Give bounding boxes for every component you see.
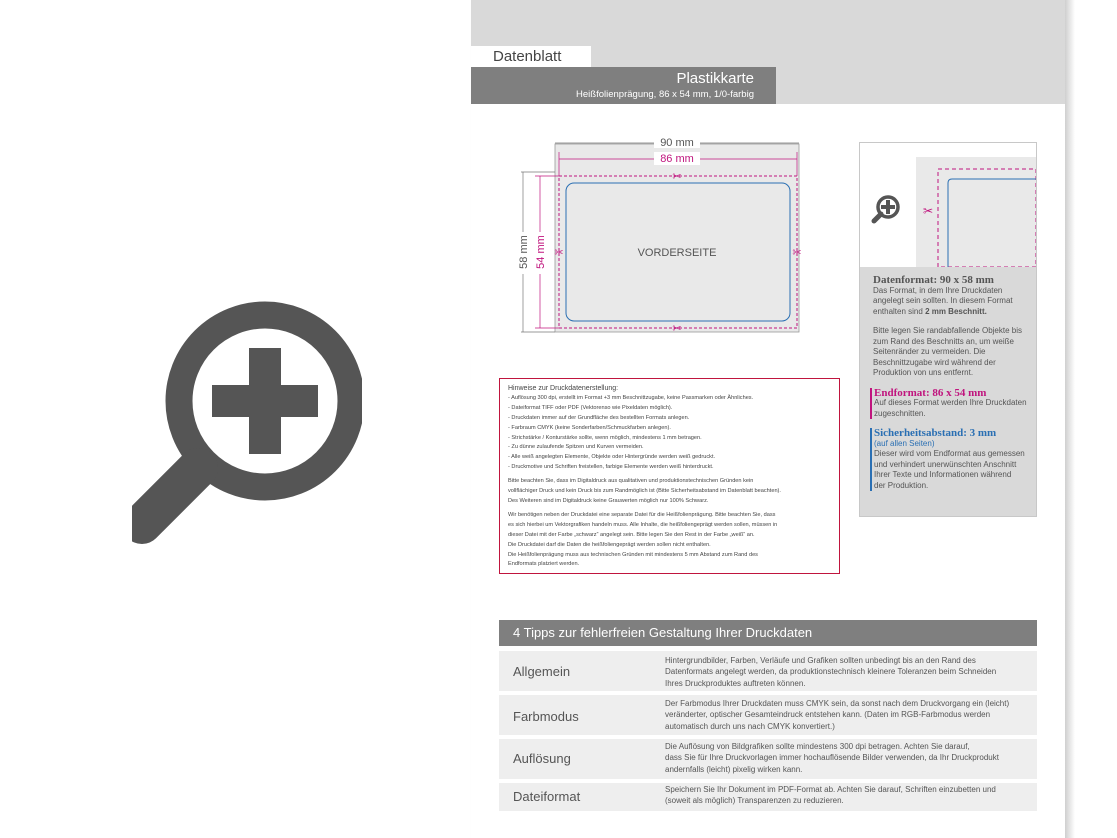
- notes-line: dieser Datei mit der Farbe „schwarz“ angelegt sein. Bitte legen Sie den Rest in der Farbe „weiß“ an.: [508, 531, 755, 538]
- bleed-amount: 2 mm Beschnitt.: [925, 306, 987, 316]
- info-line: zugeschnitten.: [874, 408, 926, 418]
- tip-line: Datenformats angelegt werden, da produktionstechnisch kleinere Toleranzen beim Schneiden: [665, 667, 997, 677]
- scissors-icon: ✂: [922, 204, 934, 218]
- info-line: Das Format, in dem Ihre Druckdaten: [873, 285, 1003, 295]
- tip-row-allgemein: [499, 651, 1037, 691]
- info-line: Dieser wird vom Endformat aus gemessen: [874, 449, 1025, 458]
- scissors-icon: ✂: [792, 247, 802, 259]
- info-line: und verhindert unerwünschten Anschnitt: [874, 459, 1017, 469]
- tip-label: Farbmodus: [513, 709, 579, 724]
- tip-line: veränderter, optischer Gesamteindruck entstehen kann. (Daten im RGB-Farbmodus werden: [665, 710, 991, 720]
- tip-row-farbmodus: [499, 695, 1037, 735]
- tip-line: Ihres Druckproduktes auftreten können.: [665, 678, 806, 688]
- notes-item: - Alle weiß angelegten Elemente, Objekte oder Hintergründe werden weiß gedruckt.: [508, 454, 716, 461]
- notes-item: - Farbraum CMYK (keine Sonderfarben/Schmuckfarben anlegen).: [508, 424, 671, 431]
- tip-line: automatisch durch uns nach CMYK konvertiert.): [665, 721, 835, 731]
- notes-line: Des Weiteren sind im Digitaldruck keine Grauwerten möglich nur 100% Schwarz.: [508, 497, 709, 504]
- tip-line: andernfalls (leicht) pixelig wirken kann.: [665, 764, 803, 774]
- tip-line: (soweit als möglich) Transparenzen zu reduzieren.: [665, 796, 844, 806]
- tip-line: Der Farbmodus Ihrer Druckdaten muss CMYK sein, da sonst nach dem Druckvorgang ein (leicht): [665, 699, 1010, 708]
- notes-item: - Druckmotive und Schriften freistellen, farbige Elemente werden weiß hinterdruckt.: [508, 464, 714, 471]
- notes-line: Bitte beachten Sie, dass im Digitaldruck aus qualitativen und produktionstechnischen Gründen kein: [508, 478, 754, 485]
- tip-text: [665, 655, 1033, 689]
- info-line: zum Rand des Beschnitts an, um weiße: [873, 336, 1014, 346]
- tip-text: [665, 784, 1033, 807]
- tip-line: Hintergrundbilder, Farben, Verläufe und Grafiken sollten unbedingt bis an den Rand des: [665, 656, 976, 665]
- notes-line: es sich hierbei um Vektorgrafiken handeln muss. Alle Inhalte, die heißfoliengeprägt werden sollen, müssen in: [508, 521, 778, 528]
- tip-label: Dateiformat: [513, 789, 581, 804]
- zoom-in-icon[interactable]: [132, 298, 362, 558]
- notes-line: Die Druckdatei darf die Daten die heißfoliengeprägt werden sollen nicht enthalten.: [508, 541, 711, 548]
- safe-area-subheading: (auf allen Seiten): [874, 438, 935, 448]
- datasheet-tab: Datenblatt: [471, 46, 591, 68]
- magnifier-icon[interactable]: [874, 197, 898, 221]
- datenformat-heading: Datenformat: 90 x 58 mm: [873, 274, 994, 286]
- scissors-icon: ✂: [554, 247, 564, 259]
- info-line: Auf dieses Format werden Ihre Druckdaten: [874, 398, 1027, 407]
- notes-line: Wir benötigen neben der Druckdatei eine separate Datei für die Heißfolienprägung. Bitte beachten Sie, dass: [508, 511, 776, 518]
- tip-line: Speichern Sie Ihr Dokument im PDF-Format ab. Achten Sie darauf, Schriften einzubetten und: [665, 785, 996, 794]
- format-info-text: [873, 275, 1033, 491]
- info-line: Bitte legen Sie randabfallende Objekte bis: [873, 326, 1022, 335]
- product-title: Plastikkarte: [676, 70, 754, 87]
- inner-height-label: 54 mm: [535, 235, 547, 269]
- info-line: Ihrer Texte und Informationen während: [874, 470, 1012, 479]
- plus-horizontal-bar: [212, 385, 318, 417]
- tip-line: Die Auflösung von Bildgrafiken sollte mindestens 300 dpi betragen. Achten Sie darauf,: [665, 742, 970, 751]
- outer-height-label: 58 mm: [518, 235, 530, 269]
- format-info-panel: [859, 142, 1037, 517]
- info-line: Produktion von uns entfernt.: [873, 368, 974, 377]
- info-line: Seitenränder zu vermeiden. Die: [873, 347, 986, 356]
- datasheet-page: [471, 0, 1065, 838]
- print-data-notes: [499, 378, 840, 574]
- tip-text: [665, 698, 1033, 732]
- product-subtitle: Heißfolienprägung, 86 x 54 mm, 1/0-farbig: [576, 89, 754, 100]
- notes-line: Endformats platziert werden.: [508, 561, 580, 568]
- tip-label: Allgemein: [513, 664, 571, 679]
- notes-line: Die Heißfolienprägung muss aus technischen Gründen mit mindestens 5 mm Abstand zum Rand des: [508, 551, 758, 558]
- tip-row-dateiformat: [499, 783, 1037, 811]
- notes-heading: Hinweise zur Druckdatenerstellung:: [508, 385, 619, 392]
- inner-width-label: 86 mm: [660, 153, 694, 165]
- page-shadow: [1065, 0, 1075, 838]
- endformat-heading: Endformat: 86 x 54 mm: [874, 386, 987, 399]
- tip-text: [665, 741, 1033, 775]
- scissors-icon: ✂: [672, 171, 682, 183]
- info-line: angelegt sein sollten. In diesem Format: [873, 296, 1013, 305]
- safe-area-heading: Sicherheitsabstand: 3 mm: [874, 427, 997, 439]
- product-title-box: [471, 67, 776, 104]
- notes-item: - Druckdaten immer auf der Grundfläche des bestellten Formats anlegen.: [508, 414, 690, 421]
- tip-row-aufloesung: [499, 739, 1037, 779]
- tips-header: 4 Tipps zur fehlerfreien Gestaltung Ihrer Druckdaten: [499, 620, 1037, 646]
- notes-item: - Auflösung 300 dpi, erstellt im Format +3 mm Beschnittzugabe, keine Passmarken oder Ähnliches.: [508, 394, 754, 401]
- notes-item: - Strichstärke / Konturstärke sollte, wenn möglich, mindestens 1 mm betragen.: [508, 434, 702, 441]
- notes-item: - Dateiformat TIFF oder PDF (Vektorenso wie Pixeldaten möglich).: [508, 404, 673, 411]
- outer-width-label: 90 mm: [660, 137, 694, 149]
- notes-item: - Zu dünne zulaufende Spitzen und Kurven vermeiden.: [508, 444, 644, 451]
- notes-line: vollflächiger Druck und kein Druck bis zum Randmöglich ist (Bitte Sicherheitsabstand im Datenblatt beachten).: [508, 488, 781, 495]
- tip-line: dass Sie für Ihre Druckvorlagen immer hochauflösende Bilder verwenden, da Ihr Druckprodukt: [665, 753, 999, 763]
- tip-label: Auflösung: [513, 751, 571, 766]
- card-format-diagram: [511, 132, 811, 342]
- corner-detail: [860, 143, 1036, 267]
- info-line: der Produktion.: [874, 480, 929, 490]
- info-line: enthalten sind: [873, 306, 923, 316]
- card-side-label: VORDERSEITE: [637, 247, 717, 259]
- scissors-icon: ✂: [672, 323, 682, 335]
- info-line: Beschnittzugabe wird während der: [873, 357, 996, 367]
